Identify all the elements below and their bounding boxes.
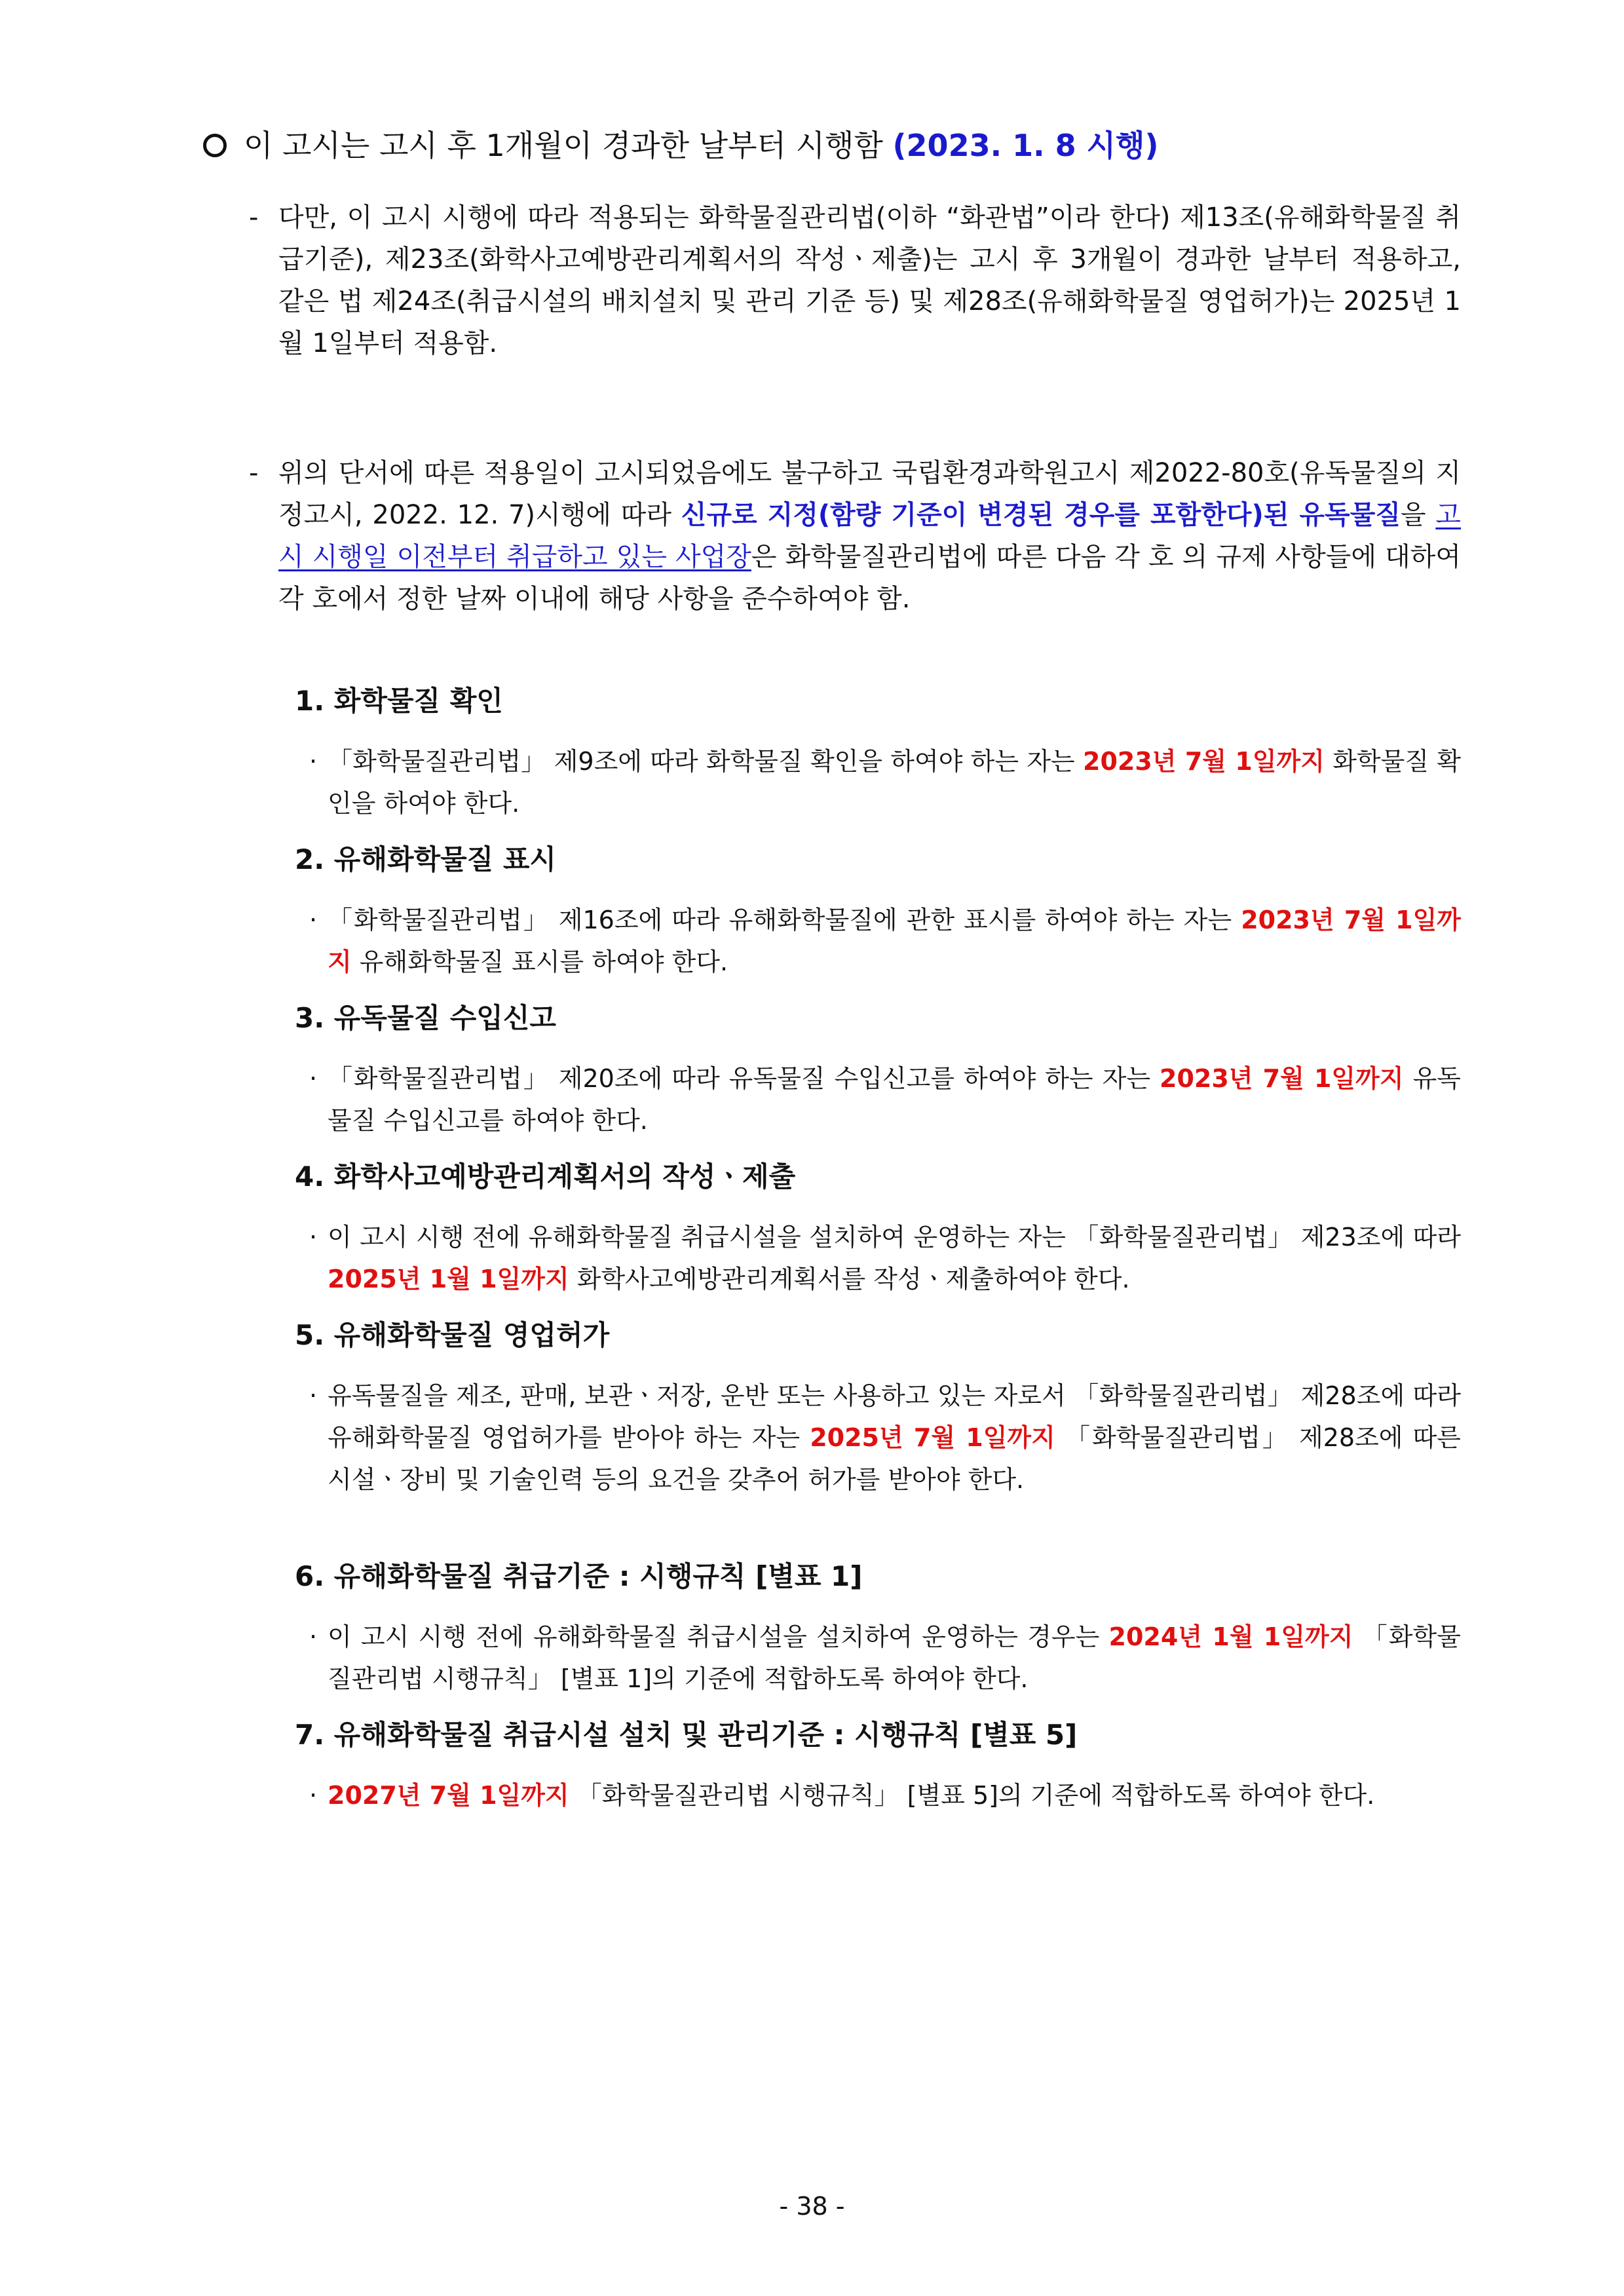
section-text-end: 유독물질 수입신고를 하여야 한다. xyxy=(328,1064,1461,1135)
proviso-paragraph xyxy=(249,197,1461,364)
headline-text: 이 고시는 고시 후 1개월이 경과한 날부터 시행함 xyxy=(244,128,883,163)
bullet-marker: · xyxy=(309,1622,318,1651)
section-text: 유독물질을 제조, 판매, 보관ㆍ저장, 운반 또는 사용하고 있는 자로서 「화학물질관리법」 제28조에 따라 유해화학물질 영업허가를 받아야 하는 자는 xyxy=(328,1381,1461,1452)
section-text: 「화학물질관리법」 제20조에 따라 유독물질 수입신고를 하여야 하는 자는 xyxy=(328,1064,1160,1093)
paragraph-intro: 위의 단서에 따른 적용일이 고시되었음에도 불구하고 국립환경과학원고시 제2022-80호(유독물질의 지정고시, 2022. 12. 7)시행에 따라 xyxy=(278,458,1461,530)
circle-bullet-icon xyxy=(203,134,227,157)
section-title: 5. 유해화학물질 영업허가 xyxy=(295,1319,610,1351)
deadline-highlight: 2027년 7월 1일까지 xyxy=(328,1781,569,1810)
section-title: 7. 유해화학물질 취급시설 설치 및 관리기준 : 시행규칙 [별표 5] xyxy=(295,1719,1078,1751)
dash-marker: - xyxy=(249,458,259,488)
section-body xyxy=(309,1616,1461,1700)
paragraph-connector: 을 xyxy=(1400,500,1436,530)
bullet-marker: · xyxy=(309,906,318,934)
proviso-text: 다만, 이 고시 시행에 따라 적용되는 화학물질관리법(이하 “화관법”이라 한다) 제13조(유해화학물질 취급기준), 제23조(화학사고예방관리계획서의 작성ㆍ제출)는 고시 후 3개월이 경과한 날부터 적용하고, 같은 법 제24조(취급시설의 배치설치 및 관리 기준 등) 및 제28조(유해화학물질 영업허가)는 2025년 1월 1일부터 적용함. xyxy=(278,202,1461,358)
section-body xyxy=(309,1058,1461,1141)
deadline-highlight: 2023년 7월 1일까지 xyxy=(1160,1064,1404,1093)
section-text: 「화학물질관리법」 제16조에 따라 유해화학물질에 관한 표시를 하여야 하는 자는 xyxy=(328,906,1241,934)
newly-designated-highlight: 신규로 지정(함량 기준이 변경된 경우를 포함한다)된 유독물질 xyxy=(681,500,1401,530)
section-body xyxy=(309,899,1461,983)
headline-date: (2023. 1. 8 시행) xyxy=(892,128,1159,163)
section-text-end: 「화학물질관리법 시행규칙」 [별표 5]의 기준에 적합하도록 하여야 한다. xyxy=(569,1781,1375,1810)
section-text-end: 「화학물질관리법」 제28조에 따른 시설ㆍ장비 및 기술인력 등의 요건을 갖추어 허가를 받아야 한다. xyxy=(328,1423,1461,1494)
bullet-marker: · xyxy=(309,1381,318,1410)
bullet-marker: · xyxy=(309,747,318,776)
section-text-end: 화학물질 확인을 하여야 한다. xyxy=(328,747,1461,818)
notice-headline xyxy=(203,122,1481,169)
dash-marker: - xyxy=(249,202,259,233)
section-body xyxy=(309,1774,1461,1816)
section-title: 2. 유해화학물질 표시 xyxy=(295,843,556,875)
existing-workplace-highlight: 고시 시행일 이전부터 취급하고 있는 사업장 xyxy=(278,500,1462,572)
deadline-highlight: 2025년 1월 1일까지 xyxy=(328,1265,569,1293)
bullet-marker: · xyxy=(309,1781,318,1810)
section-title: 4. 화학사고예방관리계획서의 작성ㆍ제출 xyxy=(295,1160,796,1193)
paragraph-conclusion: 은 화학물질관리법에 따른 다음 각 호 의 규제 사항들에 대하여 각 호에서 정한 날짜 이내에 해당 사항을 준수하여야 함. xyxy=(278,542,1461,614)
section-title: 6. 유해화학물질 취급기준 : 시행규칙 [별표 1] xyxy=(295,1560,863,1592)
section-text-end: 유해화학물질 표시를 하여야 한다. xyxy=(351,947,728,976)
section-text: 「화학물질관리법」 제9조에 따라 화학물질 확인을 하여야 하는 자는 xyxy=(328,747,1083,776)
section-text: 이 고시 시행 전에 유해화학물질 취급시설을 설치하여 운영하는 경우는 xyxy=(328,1622,1109,1651)
section-text-end: 화학사고예방관리계획서를 작성ㆍ제출하여야 한다. xyxy=(569,1265,1130,1293)
section-title: 1. 화학물질 확인 xyxy=(295,685,503,717)
deadline-highlight: 2024년 1월 1일까지 xyxy=(1108,1622,1353,1651)
bullet-marker: · xyxy=(309,1223,318,1252)
section-text-end: 「화학물질관리법 시행규칙」 [별표 1]의 기준에 적합하도록 하여야 한다. xyxy=(328,1622,1461,1693)
section-body xyxy=(309,740,1461,824)
page-number: - 38 - xyxy=(779,2192,845,2221)
deadline-highlight: 2023년 7월 1일까지 xyxy=(1083,747,1325,776)
section-title: 3. 유독물질 수입신고 xyxy=(295,1002,556,1034)
deadline-highlight: 2023년 7월 1일까지 xyxy=(328,906,1461,976)
section-body xyxy=(309,1375,1461,1501)
toxic-substance-paragraph xyxy=(249,452,1461,620)
section-body xyxy=(309,1216,1461,1300)
bullet-marker: · xyxy=(309,1064,318,1093)
section-text: 이 고시 시행 전에 유해화학물질 취급시설을 설치하여 운영하는 자는 「화학물질관리법」 제23조에 따라 xyxy=(328,1223,1461,1252)
deadline-highlight: 2025년 7월 1일까지 xyxy=(810,1423,1055,1452)
